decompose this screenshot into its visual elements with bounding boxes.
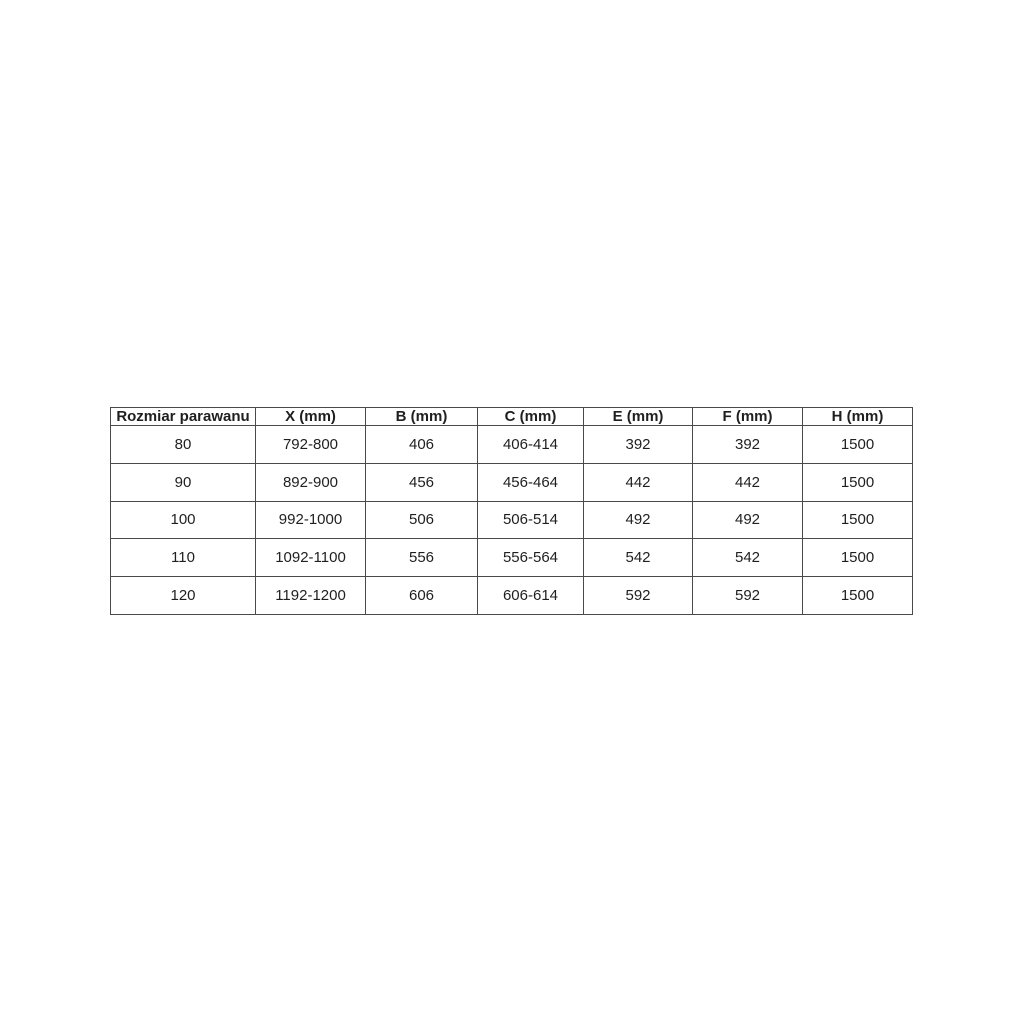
table-cell: 542 [584,539,693,577]
table-cell: 506-514 [478,501,584,539]
column-header-e: E (mm) [584,408,693,426]
table-cell: 120 [111,577,256,615]
table-row [111,539,913,577]
table-row [111,426,913,464]
table-row [111,463,913,501]
table-cell: 406 [366,426,478,464]
table-row [111,501,913,539]
table-cell: 492 [584,501,693,539]
table-cell: 592 [584,577,693,615]
table-cell: 556-564 [478,539,584,577]
column-header-f: F (mm) [693,408,803,426]
table-cell: 406-414 [478,426,584,464]
table-cell: 606 [366,577,478,615]
dimension-table [110,407,913,615]
column-header-h: H (mm) [803,408,913,426]
table-cell: 1500 [803,539,913,577]
column-header-rozmiar: Rozmiar parawanu [111,408,256,426]
table-cell: 90 [111,463,256,501]
table-cell: 992-1000 [256,501,366,539]
table-cell: 606-614 [478,577,584,615]
table-cell: 392 [584,426,693,464]
table-cell: 1500 [803,426,913,464]
table-cell: 1500 [803,501,913,539]
table-header-row [111,408,913,426]
table-cell: 456 [366,463,478,501]
table-cell: 1092-1100 [256,539,366,577]
table-cell: 442 [693,463,803,501]
column-header-x: X (mm) [256,408,366,426]
table-cell: 892-900 [256,463,366,501]
table-cell: 1500 [803,577,913,615]
table-cell: 556 [366,539,478,577]
table-cell: 110 [111,539,256,577]
table-cell: 80 [111,426,256,464]
table-cell: 442 [584,463,693,501]
table-cell: 1500 [803,463,913,501]
table-cell: 542 [693,539,803,577]
table-cell: 792-800 [256,426,366,464]
table-cell: 1192-1200 [256,577,366,615]
column-header-c: C (mm) [478,408,584,426]
table-cell: 392 [693,426,803,464]
table-cell: 492 [693,501,803,539]
table-cell: 592 [693,577,803,615]
table-cell: 506 [366,501,478,539]
table-row [111,577,913,615]
table-cell: 456-464 [478,463,584,501]
column-header-b: B (mm) [366,408,478,426]
table-cell: 100 [111,501,256,539]
